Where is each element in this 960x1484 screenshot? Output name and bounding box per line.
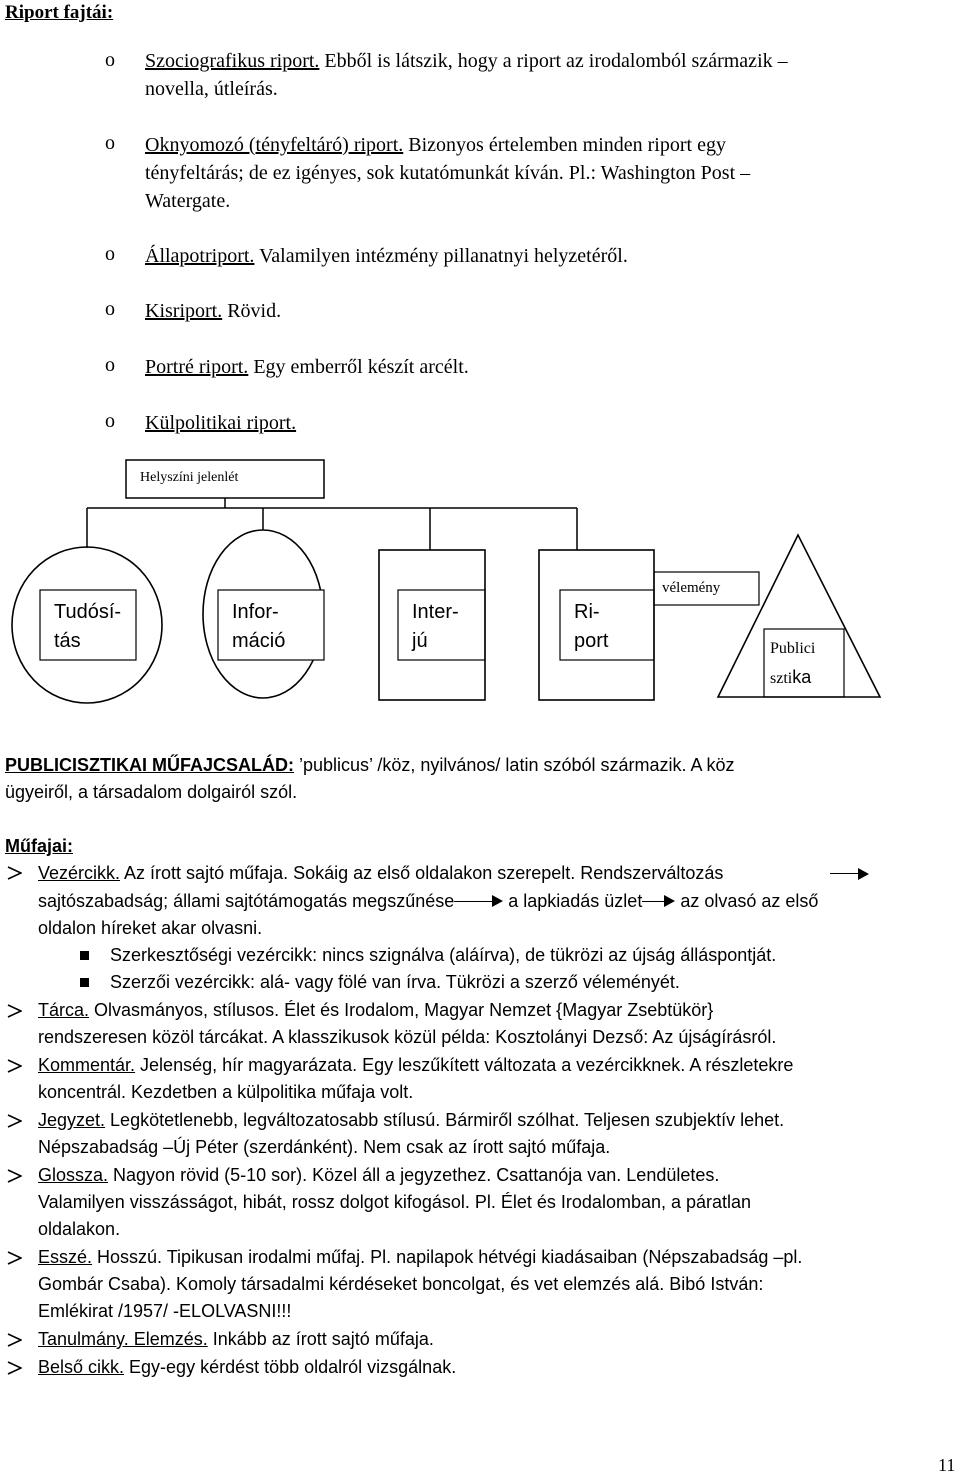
genre-item [38, 1354, 456, 1381]
genre-item [38, 1107, 784, 1134]
list-item-link[interactable]: Kisriport. [145, 300, 223, 322]
list-item-link[interactable]: Portré riport. [145, 356, 249, 378]
genres-heading: Műfajai: [5, 836, 74, 856]
list-item-text: Bizonyos értelemben minden riport egy [403, 134, 726, 156]
list-item-text: Ebből is látszik, hogy a riport az irodalomból származik – [319, 50, 788, 72]
genre-text: a lapkiadás üzlet [503, 891, 643, 911]
triangle-label [770, 635, 815, 693]
node-label-line: tás [54, 630, 81, 652]
node-label-line: Inter- [412, 601, 459, 623]
list-item-link[interactable]: Külpolitikai riport. [145, 412, 297, 434]
genre-item [38, 1244, 802, 1271]
list-item-text: Valamilyen intézmény pillanatnyi helyzetéről. [254, 245, 628, 267]
genre-text: Jelenség, hír magyarázata. Egy leszűkített változata a vezércikknek. A részletekre [135, 1055, 794, 1075]
page-title: Riport fajtái: [5, 2, 114, 23]
arrow-bullet-icon [7, 866, 22, 880]
arrow-bullet-icon [7, 1059, 22, 1073]
list-item-text: Egy emberről készít arcélt. [248, 356, 469, 378]
genre-text: Inkább az írott sajtó műfaja. [207, 1329, 434, 1349]
genre-item [38, 1162, 719, 1189]
right-arrow-icon [642, 901, 664, 902]
list-bullet: o [105, 132, 115, 154]
genre-text: Hosszú. Tipikusan irodalmi műfaj. Pl. napilapok hétvégi kiadásaiban (Népszabadság –pl. [92, 1247, 803, 1267]
genre-continuation: Emlékirat /1957/ -ELOLVASNI!!! [38, 1301, 292, 1321]
top-box-label: Helyszíni jelenlét [140, 470, 239, 485]
list-item-link[interactable]: Szociografikus riport. [145, 50, 320, 72]
list-bullet: o [105, 243, 115, 265]
node-label-line: port [574, 630, 609, 652]
genre-item [38, 997, 713, 1024]
genre-link[interactable]: Jegyzet. [38, 1110, 106, 1130]
section-intro-continuation: ügyeiről, a társadalom dolgairól szól. [5, 782, 298, 802]
arrow-bullet-icon [7, 1361, 22, 1375]
list-item-continuation: novella, útleírás. [145, 78, 278, 100]
list-bullet: o [105, 49, 115, 71]
right-arrow-icon [830, 873, 860, 874]
genre-text: Egy-egy kérdést több oldalról vizsgálnak. [124, 1357, 457, 1377]
section-heading: PUBLICISZTIKAI MŰFAJCSALÁD: [5, 755, 294, 775]
genre-continuation: oldalakon. [38, 1219, 121, 1239]
arrow-bullet-icon [7, 1251, 22, 1265]
square-bullet-icon [80, 978, 89, 987]
right-arrow-icon [858, 868, 869, 880]
genre-link[interactable]: Vezércikk. [38, 863, 121, 883]
node-label-line: Ri- [574, 601, 600, 623]
arrow-bullet-icon [7, 1169, 22, 1183]
genre-link[interactable]: Kommentár. [38, 1055, 136, 1075]
node-label-line: máció [232, 630, 286, 652]
list-item-link[interactable]: Oknyomozó (tényfeltáró) riport. [145, 134, 404, 156]
arrow-bullet-icon [7, 1004, 22, 1018]
genre-link[interactable]: Glossza. [38, 1165, 109, 1185]
genre-continuation: Népszabadság –Új Péter (szerdánként). Nem csak az írott sajtó műfaja. [38, 1137, 611, 1157]
triangle-label-line: Publici [770, 640, 816, 657]
right-arrow-icon [664, 895, 675, 907]
opinion-label: vélemény [662, 580, 721, 596]
right-arrow-icon [454, 901, 492, 902]
node-label [412, 598, 459, 656]
genre-continuation: Gombár Csaba). Komoly társadalmi kérdéseket boncolgat, és vet elemzés alá. Bibó István: [38, 1274, 764, 1294]
node-label [54, 598, 121, 656]
genre-link[interactable]: Tanulmány. Elemzés. [38, 1329, 208, 1349]
list-item-continuation: Watergate. [145, 190, 231, 212]
arrow-bullet-icon [7, 1114, 22, 1128]
genre-text: Az írott sajtó műfaja. Sokáig az első oldalakon szerepelt. Rendszerváltozás [120, 863, 724, 883]
list-item-text: Rövid. [222, 300, 282, 322]
genre-text: Olvasmányos, stílusos. Élet és Irodalom, Magyar Nemzet {Magyar Zsebtükör} [89, 1000, 714, 1020]
arrow-bullet-icon [7, 1333, 22, 1347]
genre-continuation: oldalon híreket akar olvasni. [38, 918, 263, 938]
node-label-line: Infor- [232, 601, 279, 623]
section-intro [5, 752, 735, 779]
list-item-continuation: tényfeltárás; de ez igényes, sok kutatómunkát kíván. Pl.: Washington Post – [145, 162, 751, 184]
genre-text: sajtószabadság; állami sajtótámogatás megszűnése [38, 891, 455, 911]
sub-item: Szerkesztőségi vezércikk: nincs szignálva (aláírva), de tükrözi az újság álláspontját. [110, 945, 777, 965]
genre-link[interactable]: Tárca. [38, 1000, 90, 1020]
list-bullet: o [105, 354, 115, 376]
list-item-link[interactable]: Állapotriport. [145, 245, 255, 267]
section-intro-text: ’publicus’ /köz, nyilvános/ latin szóból származik. A köz [294, 755, 735, 775]
genre-continuation: koncentrál. Kezdetben a külpolitika műfaja volt. [38, 1082, 414, 1102]
genre-continuation: Valamilyen visszásságot, hibát, rossz dolgot kifogásol. Pl. Élet és Irodalomban, a páratlan [38, 1192, 752, 1212]
list-bullet: o [105, 298, 115, 320]
genre-link[interactable]: Esszé. [38, 1247, 93, 1267]
node-label [574, 598, 608, 656]
square-bullet-icon [80, 951, 89, 960]
genre-text: Legkötetlenebb, legváltozatosabb stílusú. Bármiről szólhat. Teljesen szubjektív lehet. [105, 1110, 785, 1130]
genre-text: Nagyon rövid (5-10 sor). Közel áll a jegyzethez. Csattanója van. Lendületes. [108, 1165, 720, 1185]
genre-text: az olvasó az első [675, 891, 819, 911]
triangle-label-part: szti [770, 670, 793, 687]
list-bullet: o [105, 410, 115, 432]
node-label [232, 598, 285, 656]
genre-continuation [38, 888, 818, 915]
node-label-line: Tudósí- [54, 601, 122, 623]
genre-continuation: rendszeresen közöl tárcákat. A klasszikusok közül példa: Kosztolányi Dezső: Az újságírásról. [38, 1027, 777, 1047]
genre-item [38, 1326, 434, 1353]
diagram-lines [0, 0, 960, 720]
node-label-line: jú [412, 630, 428, 652]
triangle-label-line [770, 663, 815, 693]
genre-link[interactable]: Belső cikk. [38, 1357, 125, 1377]
genre-item [38, 860, 723, 887]
genre-item [38, 1052, 793, 1079]
page-number: 11 [938, 1455, 956, 1475]
triangle-label-part: ka [792, 667, 812, 687]
right-arrow-icon [492, 895, 503, 907]
sub-item: Szerzői vezércikk: alá- vagy fölé van írva. Tükrözi a szerző véleményét. [110, 972, 680, 992]
